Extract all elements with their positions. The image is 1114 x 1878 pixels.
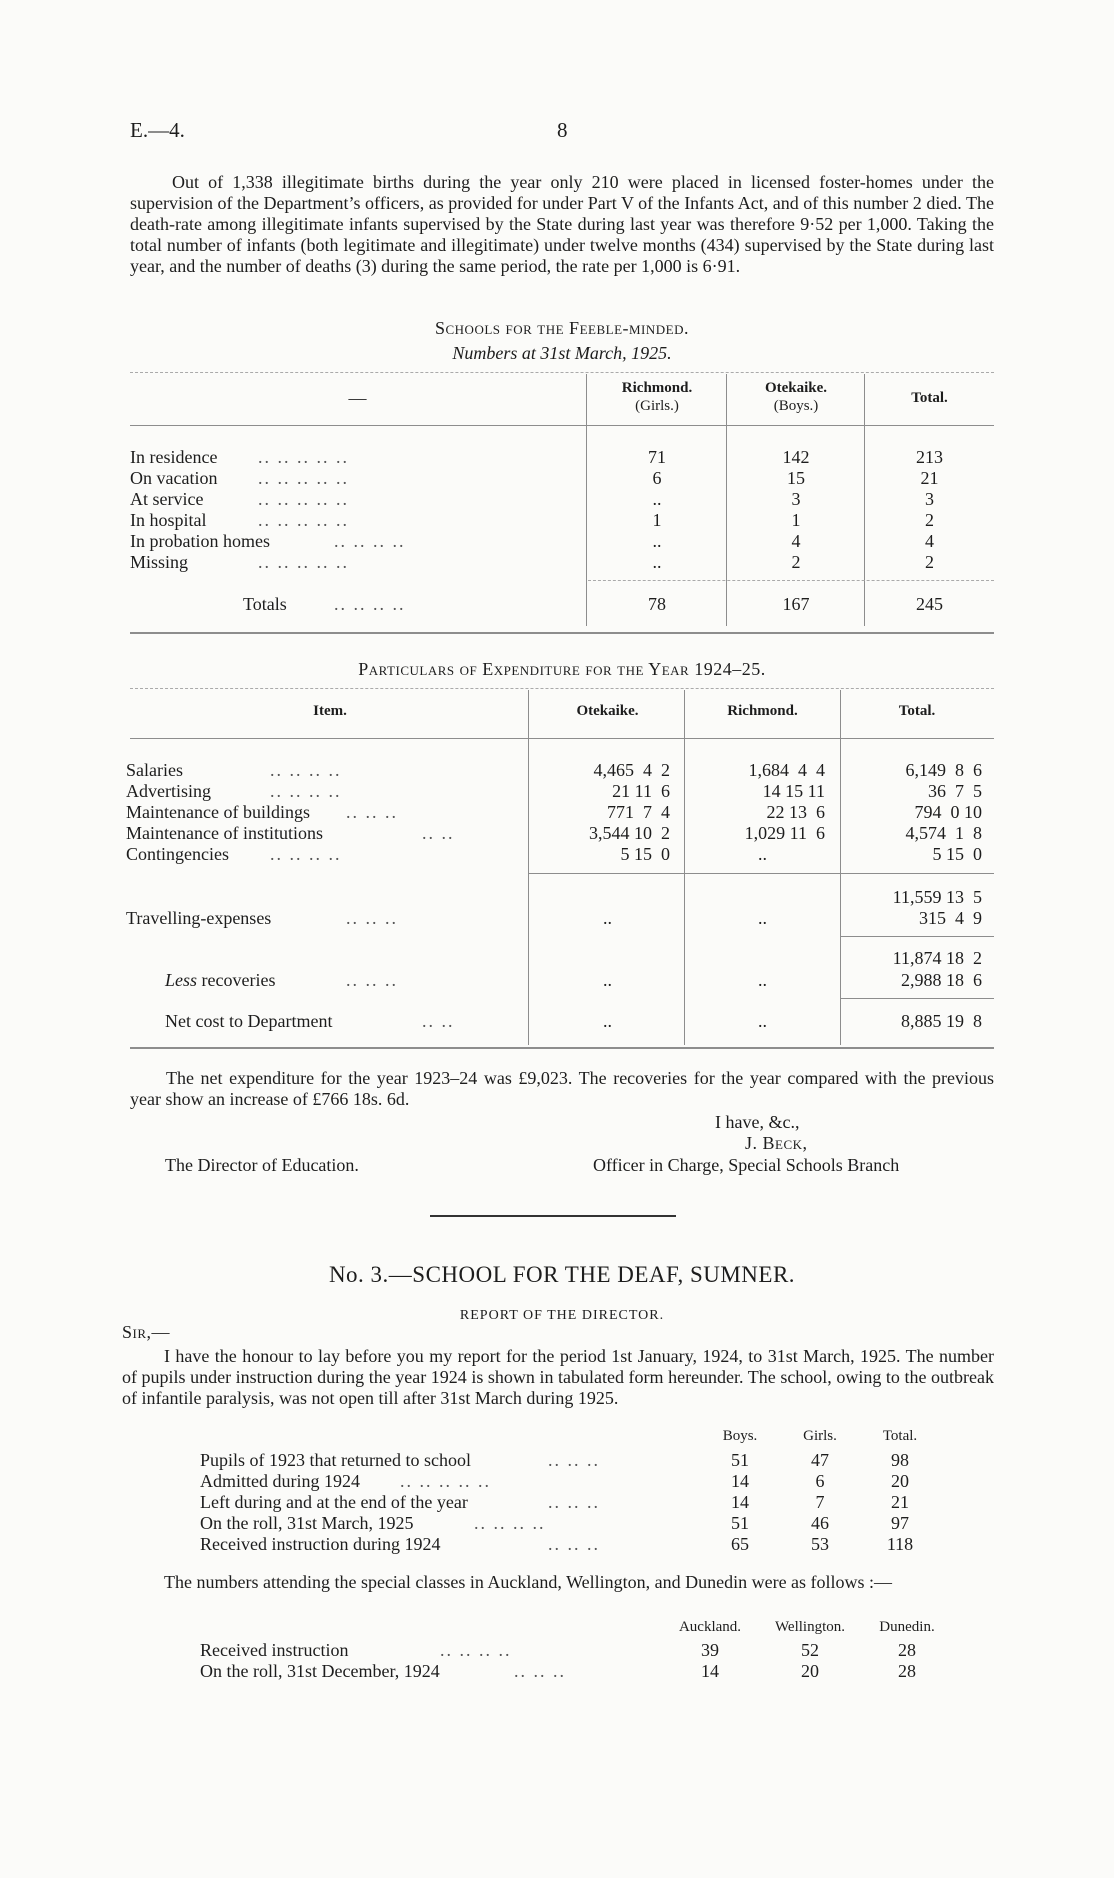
table-cell: ..: [758, 970, 767, 990]
table-cell: 118: [886, 1534, 914, 1554]
classes-header-dunedin: Dunedin.: [879, 1619, 935, 1635]
feeble-header-richmond: Richmond.: [621, 380, 693, 396]
leader-dots: .. .. .. .. ..: [258, 468, 349, 488]
table-cell: 78: [648, 594, 666, 614]
deaf-header-girls: Girls.: [803, 1428, 837, 1444]
table-cell: 15: [787, 468, 805, 488]
leader-dots: .. .. .. ..: [440, 1640, 512, 1660]
leader-dots: .. .. ..: [548, 1492, 600, 1512]
leader-dots: .. .. ..: [346, 802, 398, 822]
subtotal-cell: 11,874 18 2: [892, 948, 982, 968]
table-cell: ..: [758, 844, 767, 864]
table-row-label: Less recoveries: [165, 970, 276, 990]
leader-dots: .. .. ..: [548, 1534, 600, 1554]
table-row-label: Travelling-expenses: [126, 908, 272, 928]
table-cell: 5 15 0: [620, 844, 670, 864]
table-cell: 52: [801, 1640, 819, 1660]
table-cell: 2: [925, 510, 934, 530]
table-cell: 21 11 6: [612, 781, 670, 801]
expenditure-header-item: Item.: [313, 703, 347, 719]
feeble-header-total: Total.: [911, 390, 948, 406]
expenditure-top-rule: [130, 688, 994, 689]
feeble-col-divider-1: [586, 374, 587, 626]
intro-paragraph: Out of 1,338 illegitimate births during the year only 210 were placed in licensed foster-homes under the supervision of the Department’s officers, as provided for under Part V of the Infants Act, and of this number 2 died. The death-rate among illegitimate infants supervised by the State during last year was therefore 9·52 per 1,000. Taking the total number of infants (both legitimate and illegitimate) under twelve months (434) supervised by the State during last year, and the number of deaths (3) during the same period, the rate per 1,000 is 6·91.: [130, 172, 994, 276]
leader-dots: .. .. .. ..: [270, 781, 342, 801]
table-row-label: On vacation: [130, 468, 218, 488]
table-row-label: Advertising: [126, 781, 211, 801]
table-cell: 2,988 18 6: [901, 970, 982, 990]
table-cell: ..: [603, 1011, 612, 1031]
table-cell: ..: [758, 908, 767, 928]
totals-rule: [588, 580, 994, 581]
signoff-title: Officer in Charge, Special Schools Branch: [593, 1155, 900, 1175]
table-row-label: Contingencies: [126, 844, 229, 864]
feeble-header-otekaike-sub: (Boys.): [773, 398, 819, 414]
table-cell: 4,465 4 2: [593, 760, 670, 780]
page-number: 8: [557, 118, 568, 142]
feeble-table-top-rule: [130, 372, 994, 373]
table-cell: 1: [791, 510, 801, 530]
leader-dots: .. .. .. .. ..: [400, 1471, 491, 1491]
subtotal-cell: 11,559 13 5: [892, 887, 982, 907]
table-cell: 6: [815, 1471, 825, 1491]
deaf-section-title: No. 3.—SCHOOL FOR THE DEAF, SUMNER.: [328, 1262, 796, 1287]
table-row-label: Missing: [130, 552, 189, 572]
table-row-label: Received instruction: [200, 1640, 349, 1660]
expenditure-header-rule: [130, 738, 994, 739]
table-cell: 7: [815, 1492, 825, 1512]
signoff-closing: I have, &c.,: [715, 1112, 800, 1132]
table-cell: 51: [731, 1450, 749, 1470]
totals-label: Totals: [243, 594, 287, 614]
table-cell: 21: [891, 1492, 909, 1512]
table-cell: 14: [731, 1471, 749, 1491]
table-cell: 1,029 11 6: [744, 823, 825, 843]
deaf-report-heading: REPORT OF THE DIRECTOR.: [459, 1308, 665, 1323]
table-cell: 1: [652, 510, 662, 530]
table-cell: 46: [811, 1513, 829, 1533]
table-cell: 97: [891, 1513, 909, 1533]
table-row-label: Pupils of 1923 that returned to school: [200, 1450, 471, 1470]
table-row-label: On the roll, 31st December, 1924: [200, 1661, 440, 1681]
expenditure-header-total: Total.: [898, 703, 936, 719]
table-cell: 28: [898, 1640, 916, 1660]
table-cell: 21: [920, 468, 939, 488]
deaf-header-boys: Boys.: [722, 1428, 758, 1444]
leader-dots: .. .. .. ..: [474, 1513, 546, 1533]
table-cell: 4: [925, 531, 934, 551]
table-cell: 20: [801, 1661, 819, 1681]
table-cell: 39: [701, 1640, 719, 1660]
table-cell: 14 15 11: [762, 781, 825, 801]
table-cell: ..: [652, 531, 662, 551]
table-cell: ..: [603, 908, 612, 928]
table-cell: 6: [652, 468, 662, 488]
leader-dots: .. .. ..: [514, 1661, 566, 1681]
table-row-label: Maintenance of buildings: [126, 802, 310, 822]
deaf-header-total: Total.: [882, 1428, 918, 1444]
feeble-header-blank: —: [348, 388, 367, 408]
section-divider: [430, 1215, 676, 1217]
deaf-report-paragraph: I have the honour to lay before you my report for the period 1st January, 1924, to 31st March, 1925. The number of pupils under instruction during the year 1924 is shown in tabulated form hereunder. The school, owing to the outbreak of infantile paralysis, was not open till after 31st March during 1925.: [122, 1346, 994, 1408]
table-cell: 315 4 9: [919, 908, 982, 928]
table-cell: 14: [731, 1492, 749, 1512]
table-row-label: Salaries: [126, 760, 183, 780]
document-reference: E.—4.: [130, 118, 185, 142]
leader-dots: .. .. .. ..: [270, 844, 342, 864]
table-cell: 3: [791, 489, 801, 509]
table-row-label: Left during and at the end of the year: [200, 1492, 468, 1512]
table-cell: 2: [925, 552, 934, 572]
table-cell: 47: [811, 1450, 829, 1470]
table-row-label: Received instruction during 1924: [200, 1534, 441, 1554]
expenditure-header-otekaike: Otekaike.: [576, 703, 639, 719]
subtotal-rule: [840, 936, 994, 937]
leader-dots: .. ..: [422, 1011, 455, 1031]
expenditure-table-title: Particulars of Expenditure for the Year 1924–25.: [358, 659, 766, 679]
table-cell: ..: [603, 970, 612, 990]
classes-header-wellington: Wellington.: [774, 1619, 846, 1635]
table-row-label: In residence: [130, 447, 218, 467]
table-cell: 51: [731, 1513, 749, 1533]
table-cell: 1,684 4 4: [748, 760, 825, 780]
table-row-label: In hospital: [130, 510, 207, 530]
expenditure-bottom-rule: [130, 1047, 994, 1049]
expenditure-header-richmond: Richmond.: [727, 703, 798, 719]
table-row-label: Net cost to Department: [165, 1011, 333, 1031]
table-cell: 14: [701, 1661, 719, 1681]
leader-dots: .. .. ..: [346, 908, 398, 928]
table-cell: 4,574 1 8: [905, 823, 982, 843]
table-cell: 4: [791, 531, 801, 551]
table-cell: ..: [652, 552, 662, 572]
table-cell: 22 13 6: [766, 802, 825, 822]
leader-dots: .. .. .. .. ..: [258, 510, 349, 530]
table-row-label: At service: [130, 489, 204, 509]
table-row-label: On the roll, 31st March, 1925: [200, 1513, 414, 1533]
subtotal-rule: [528, 873, 994, 874]
table-cell: 167: [782, 594, 810, 614]
table-cell: 6,149 8 6: [905, 760, 982, 780]
leader-dots: .. ..: [422, 823, 455, 843]
net-expenditure-paragraph: The net expenditure for the year 1923–24 was £9,023. The recoveries for the year compared with the previous year show an increase of £766 18s. 6d.: [130, 1068, 994, 1109]
feeble-table-subtitle: Numbers at 31st March, 1925.: [452, 343, 672, 363]
table-cell: 3,544 10 2: [589, 823, 670, 843]
expenditure-col-divider-3: [840, 690, 841, 1045]
leader-dots: .. .. ..: [346, 970, 398, 990]
table-cell: 53: [811, 1534, 829, 1554]
table-cell: 3: [925, 489, 934, 509]
leader-dots: .. .. .. ..: [334, 531, 406, 551]
feeble-table-bottom-rule: [130, 632, 994, 634]
expenditure-col-divider-2: [684, 690, 685, 1045]
feeble-header-richmond-sub: (Girls.): [635, 398, 679, 414]
table-cell: 28: [898, 1661, 916, 1681]
table-cell: ..: [758, 1011, 767, 1031]
table-cell: 36 7 5: [928, 781, 982, 801]
leader-dots: .. .. .. .. ..: [258, 552, 349, 572]
table-row-label: In probation homes: [130, 531, 270, 551]
leader-dots: .. .. .. .. ..: [258, 489, 349, 509]
table-cell: ..: [652, 489, 662, 509]
table-cell: 245: [916, 594, 943, 614]
feeble-header-otekaike: Otekaike.: [764, 380, 828, 396]
table-cell: 71: [648, 447, 666, 467]
deaf-salutation: Sir,—: [122, 1322, 171, 1342]
leader-dots: .. .. .. .. ..: [258, 447, 349, 467]
leader-dots: .. .. .. ..: [270, 760, 342, 780]
table-row-label: Admitted during 1924: [200, 1471, 360, 1491]
leader-dots: .. .. .. ..: [334, 594, 406, 614]
table-cell: 20: [891, 1471, 909, 1491]
table-cell: 8,885 19 8: [901, 1011, 982, 1031]
subtotal-rule: [840, 998, 994, 999]
table-cell: 142: [782, 447, 810, 467]
table-cell: 2: [791, 552, 801, 572]
expenditure-col-divider-1: [528, 690, 529, 1045]
table-row-label: Maintenance of institutions: [126, 823, 323, 843]
leader-dots: .. .. ..: [548, 1450, 600, 1470]
signoff-addressee: The Director of Education.: [165, 1155, 359, 1175]
table-cell: 794 0 10: [914, 802, 982, 822]
feeble-table-title: Schools for the Feeble-minded.: [434, 318, 689, 338]
table-cell: 98: [891, 1450, 909, 1470]
classes-header-auckland: Auckland.: [678, 1619, 742, 1635]
table-cell: 5 15 0: [932, 844, 982, 864]
table-cell: 213: [916, 447, 943, 467]
special-classes-paragraph: The numbers attending the special classes in Auckland, Wellington, and Dunedin were as follows :—: [164, 1572, 893, 1592]
signoff-name: J. Beck,: [745, 1133, 808, 1153]
table-cell: 771 7 4: [607, 802, 670, 822]
table-cell: 65: [731, 1534, 749, 1554]
